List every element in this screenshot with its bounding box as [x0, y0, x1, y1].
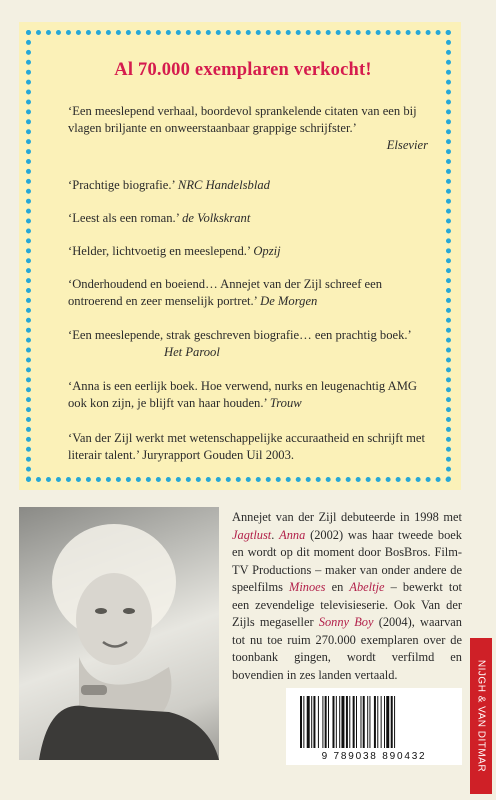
quote-elsevier: [68, 103, 428, 154]
quote-het-parool: [68, 327, 428, 361]
barcode-bar: [386, 696, 389, 748]
author-bio: [232, 509, 462, 684]
barcode-bar: [349, 696, 350, 748]
barcode-bars: [300, 696, 450, 748]
barcode-bar: [360, 696, 361, 748]
quote-text: ‘Leest als een roman.’: [68, 211, 179, 225]
quote-source: NRC Handelsblad: [177, 178, 270, 192]
barcode-bar: [307, 696, 310, 748]
bio-text: en: [325, 580, 350, 594]
quote-text: ‘Een meeslepende, strak geschreven biografie… een prachtig boek.’: [68, 328, 412, 342]
author-photo: [19, 507, 219, 760]
quote-text: ‘Anna is een eerlijk boek. Hoe verwend, nurks en leugenachtig AMG ook kon zijn, je blijft van haar houden.’: [68, 379, 418, 410]
barcode-bar: [339, 696, 340, 748]
quote-text: ‘Prachtige biografie.’: [68, 178, 175, 192]
barcode-bar: [353, 696, 355, 748]
barcode-bar: [325, 696, 327, 748]
bio-title-anna: Anna: [279, 527, 306, 542]
barcode-bar: [374, 696, 376, 748]
bio-text: .: [271, 527, 280, 542]
quote-volkskrant: [68, 210, 428, 227]
bio-title-abeltje: Abeltje: [349, 580, 385, 594]
barcode-bar: [391, 696, 393, 748]
quote-opzij: [68, 243, 428, 260]
bio-text: (2002) was haar tweede boek en wordt op dit moment door BosBros. Film-TV Productions – maker van onder andere de speelfilms: [232, 527, 462, 594]
bio-title-sonny-boy: Sonny Boy: [318, 615, 374, 629]
quote-text: ‘Helder, lichtvoetig en meeslepend.’: [68, 244, 251, 258]
barcode-bar: [318, 696, 319, 748]
quote-source: de Volkskrant: [182, 211, 251, 225]
barcode-bar: [384, 696, 385, 748]
quote-nrc: [68, 177, 428, 194]
quote-source: De Morgen: [260, 294, 318, 308]
quote-source: Trouw: [269, 396, 302, 410]
quote-source: Het Parool: [164, 345, 220, 359]
publisher-logo: [470, 638, 492, 794]
quote-text: ‘Van der Zijl werkt met wetenschappelijke accuraatheid en schrijft met literair talent.’ Juryrapport Gouden Uil 2003.: [68, 431, 426, 462]
author-portrait-image: [19, 507, 219, 760]
sales-headline: Al 70.000 exemplaren verkocht!: [114, 60, 372, 80]
quote-de-morgen: [68, 276, 428, 310]
barcode-bar: [369, 696, 370, 748]
barcode-bar: [328, 696, 329, 748]
barcode-bar: [300, 696, 302, 748]
barcode-bar: [394, 696, 395, 748]
barcode-bar: [336, 696, 337, 748]
barcode-bar: [313, 696, 315, 748]
barcode-bar: [346, 696, 348, 748]
bio-title-jagtlust: Jagtlust: [232, 527, 272, 542]
quote-gouden-uil: [68, 430, 428, 464]
barcode-bar: [356, 696, 357, 748]
bio-text: – bewerkt tot een zevendelige televisieserie. Ook Van der Zijls megaseller: [232, 580, 462, 629]
quote-text: ‘Een meeslepend verhaal, boordevol sprankelende citaten van een bij vlagen briljante en onweerstaanbaar grappige schrijfster.’: [68, 104, 417, 135]
barcode-bar: [322, 696, 323, 748]
publisher-name: NIJGH & VAN DITMAR: [475, 659, 487, 773]
quote-text: ‘Onderhoudend en boeiend… Annejet van der Zijl schreef een ontroerend en zeer menselijk portret.’: [68, 277, 383, 308]
barcode-bar: [381, 696, 382, 748]
barcode-bar: [303, 696, 304, 748]
barcode-number: 9 789038 890432: [321, 751, 427, 762]
isbn-barcode: [286, 688, 462, 765]
barcode-bar: [367, 696, 368, 748]
quote-source: Opzij: [253, 244, 281, 258]
quote-trouw: [68, 378, 428, 412]
barcode-bar: [363, 696, 365, 748]
bio-text: Annejet van der Zijl debuteerde in 1998 met: [232, 510, 462, 524]
barcode-bar: [332, 696, 334, 748]
quote-source: Elsevier: [386, 138, 428, 152]
bio-text: (2004), waarvan tot nu toe ruim 270.000 exemplaren over de toonbank gingen, wordt verfilmd en bovendien in zes landen vertaald.: [232, 615, 462, 682]
barcode-bar: [341, 696, 344, 748]
barcode-bar: [377, 696, 378, 748]
barcode-bar: [311, 696, 312, 748]
bio-title-minoes: Minoes: [289, 580, 326, 594]
